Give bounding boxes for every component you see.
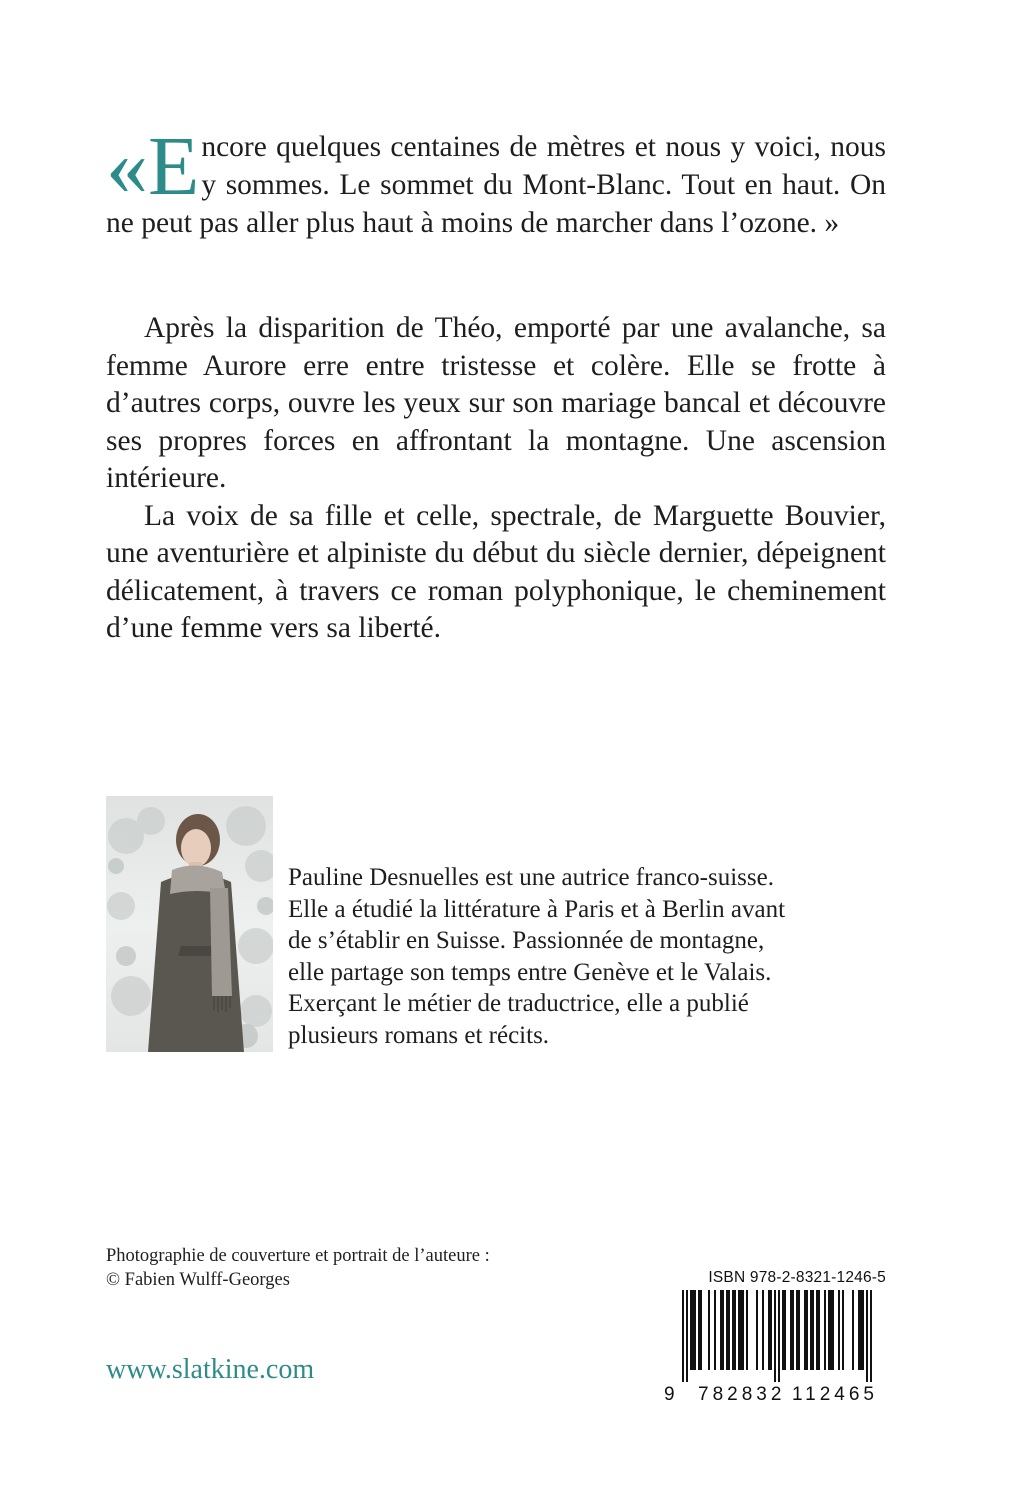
barcode-bar — [806, 1290, 808, 1370]
dropcap-guillemet: « — [106, 120, 148, 213]
barcode-bar — [792, 1290, 794, 1370]
dropcap — [106, 120, 200, 213]
barcode-bar — [726, 1290, 728, 1370]
barcode-bar — [734, 1290, 736, 1370]
opening-quote — [106, 120, 886, 242]
bio-line: Exerçant le métier de traductrice, elle a publié — [288, 990, 749, 1017]
barcode-bar — [742, 1290, 744, 1370]
barcode-bar — [762, 1290, 764, 1370]
barcode-bar — [828, 1290, 830, 1370]
description-paragraph-2: La voix de sa fille et celle, spectrale, de Marguette Bouvier, une aventurière et alpiniste du début du siècle dernier, dépeignent délicatement, à travers ce roman polyphonique, le cheminement d’une femme vers sa liberté. — [106, 499, 886, 644]
barcode-bar — [790, 1290, 792, 1370]
barcode-bar — [816, 1290, 818, 1370]
barcode-bar — [818, 1290, 820, 1370]
barcode-bars — [664, 1290, 886, 1382]
barcode-bar — [860, 1290, 862, 1370]
bio-line: Elle a étudié la littérature à Paris et à Berlin avant — [288, 895, 786, 923]
barcode-bar — [714, 1290, 716, 1370]
description-paragraph-1: Après la disparition de Théo, emporté par une avalanche, sa femme Aurore erre entre tristesse et colère. Elle se frotte à d’autres corps, ouvre les yeux sur son mariage bancal et découvre ses propres forces en affrontant la montagne. Une ascension intérieure. — [106, 312, 886, 494]
publisher-website-link[interactable]: www.slatkine.com — [106, 1354, 315, 1385]
barcode-bar — [824, 1290, 826, 1370]
barcode-bar — [838, 1290, 840, 1370]
barcode-bar — [700, 1290, 702, 1370]
barcode-bar — [686, 1290, 688, 1382]
author-bio — [288, 862, 886, 1051]
barcode-bar — [862, 1290, 864, 1370]
barcode-bar — [768, 1290, 770, 1370]
barcode-bar — [692, 1290, 694, 1370]
barcode-bar — [830, 1290, 832, 1370]
barcode-bar — [756, 1290, 758, 1370]
barcode-bar — [722, 1290, 724, 1370]
barcode-bar — [746, 1290, 748, 1370]
barcode-bar — [852, 1290, 854, 1370]
book-description — [106, 310, 886, 648]
credits-line-2: © Fabien Wulff-Georges — [106, 1270, 290, 1290]
barcode-digit-group-1: 782832 — [698, 1384, 786, 1405]
barcode-bar — [708, 1290, 710, 1370]
barcode-bar — [740, 1290, 742, 1370]
barcode-bar — [870, 1290, 872, 1382]
quote-text: ncore quelques centaines de mètres et nous y voici, nous y sommes. Le sommet du Mont-Blanc. Tout en haut. On ne peut pas aller plus haut à moins de marcher dans l’ozone. » — [106, 131, 886, 239]
barcode-bar — [798, 1290, 800, 1370]
dropcap-letter: E — [148, 120, 200, 213]
barcode-bar — [796, 1290, 798, 1370]
isbn-block — [664, 1268, 886, 1405]
barcode-bar — [738, 1290, 740, 1370]
barcode-digit-first: 9 — [664, 1384, 675, 1405]
barcode-digit-group-2: 112465 — [792, 1384, 878, 1405]
isbn-label: ISBN 978-2-8321-1246-5 — [708, 1269, 886, 1286]
barcode-bar — [732, 1290, 734, 1370]
barcode-bar — [804, 1290, 806, 1370]
bio-line: elle partage son temps entre Genève et le Valais. — [288, 958, 772, 986]
barcode-bar — [858, 1290, 860, 1370]
barcode-bar — [774, 1290, 776, 1382]
bio-line: plusieurs romans et récits. — [288, 1021, 550, 1049]
barcode-bar — [812, 1290, 814, 1370]
barcode-bar — [682, 1290, 684, 1382]
barcode-bar — [778, 1290, 780, 1382]
barcode — [664, 1290, 886, 1405]
barcode-bar — [770, 1290, 772, 1370]
barcode-bar — [720, 1290, 722, 1370]
credits-line-1: Photographie de couverture et portrait de l’auteure : — [106, 1246, 490, 1266]
barcode-bar — [832, 1290, 834, 1370]
barcode-bar — [784, 1290, 786, 1370]
barcode-bar — [866, 1290, 868, 1382]
barcode-bar — [728, 1290, 730, 1370]
barcode-bar — [690, 1290, 692, 1370]
barcode-bar — [694, 1290, 696, 1370]
author-portrait — [106, 796, 273, 1052]
barcode-bar — [782, 1290, 784, 1370]
bio-line: de s’établir en Suisse. Passionnée de montagne, — [288, 927, 765, 954]
photo-credits — [106, 1244, 490, 1292]
barcode-bar — [842, 1290, 844, 1370]
bio-line: Pauline Desnuelles est une autrice franco-suisse. — [288, 864, 774, 891]
barcode-bar — [810, 1290, 812, 1370]
barcode-bar — [698, 1290, 700, 1370]
